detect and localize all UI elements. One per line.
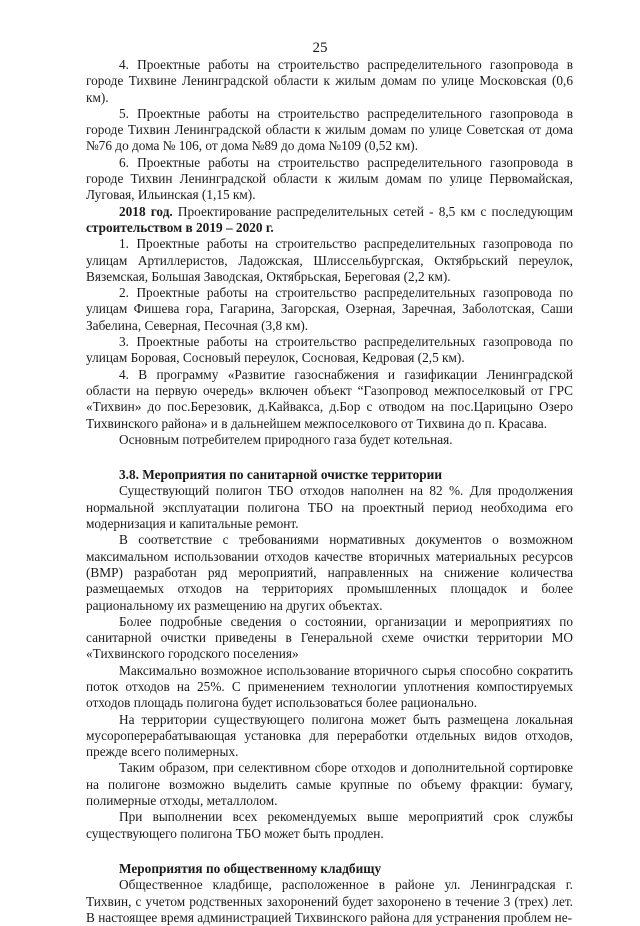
- paragraph: Более подробные сведения о состоянии, организации и мероприятиях по санитарной очистки приведены в Генеральной схеме очистки территории МО «Тихвинского городского поселения»: [86, 613, 573, 662]
- year-label: 2018 год.: [119, 203, 173, 219]
- paragraph: Существующий полигон ТБО отходов наполнен на 82 %. Для продолжения нормальной эксплуатации полигона ТБО на проектный период необходима его модернизация и капитальные ремонт.: [86, 483, 573, 532]
- paragraph: 4. Проектные работы на строительство распределительного газопровода в городе Тихвине Ленинградской области к жилым домам по улице Московская (0,6 км).: [86, 57, 573, 105]
- paragraph: 4. В программу «Развитие газоснабжения и газификации Ленинградской области на первую очередь» включен объект “Газопровод межпоселковый от ГРС «Тихвин» до пос.Березовик, д.Кайвакса, д.Бор с отводом на пос.Царицыно Озеро Тихвинского района» и в дальнейшем межпоселкового от Тихвина до п. Красава.: [86, 366, 573, 431]
- paragraph: Основным потребителем природного газа будет котельная.: [119, 431, 453, 447]
- paragraph: Таким образом, при селективном сборе отходов и дополнительной сортировке на полигоне возможно выделить самые крупные по объему фракции: бумагу, полимерные отходы, металлолом.: [86, 760, 573, 809]
- paragraph: При выполнении всех рекомендуемых выше мероприятий срок службы существующего полигона ТБО может быть продлен.: [86, 809, 573, 841]
- year-bold-tail: строительством в 2019 – 2020 г.: [86, 219, 274, 235]
- paragraph: 3. Проектные работы на строительство распределительных газопровода по улицам Боровая, Сосновый переулок, Сосновая, Кедровая (2,5 км).: [86, 334, 573, 366]
- year-2018-paragraph: [86, 204, 573, 237]
- paragraph: 6. Проектные работы на строительство распределительного газопровода в городе Тихвин Ленинградской области к жилым домам по улице Первомайская, Луговая, Ильинская (1,15 км).: [86, 154, 573, 203]
- year-text: Проектирование распределительных сетей - 8,5 км с последующим: [172, 203, 573, 219]
- page-number: 25: [312, 40, 328, 56]
- document-body: [86, 57, 573, 926]
- paragraph: Максимально возможное использование вторичного сырья способно сократить поток отходов на 25%. С применением технологии уплотнения компостируемых отходов площадь полигона будет использоваться более рационально.: [86, 662, 573, 711]
- section-heading-sanitation: 3.8. Мероприятия по санитарной очистке территории: [119, 467, 442, 483]
- paragraph: В соответствие с требованиями нормативных документов о возможном максимальном использовании отходов качестве вторичных материальных ресурсов (ВМР) разработан ряд мероприятий, направленных на снижение количества размещаемых отходов на территориях промышленных площадок и более рациональному их размещению на других объектах.: [86, 532, 573, 613]
- spacer: [86, 448, 573, 467]
- section-heading-cemetery: Мероприятия по общественному кладбищу: [119, 860, 382, 876]
- paragraph: 1. Проектные работы на строительство распределительных газопровода по улицам Артиллеристов, Ладожская, Шлиссельбургская, Октябрьский переулок, Вяземская, Большая Заводская, Октябрьская, Береговая (2,2 км).: [86, 236, 573, 284]
- paragraph: Общественное кладбище, расположенное в районе ул. Ленинградская г. Тихвин, с учетом родственных захоронений будет захоронено в течение 3 (трех) лет. В настоящее время администрацией Тихвинского района для устранения проблем не-: [86, 877, 573, 925]
- paragraph: 2. Проектные работы на строительство распределительных газопровода по улицам Фишева гора, Гагарина, Загорская, Озерная, Заречная, Заболотская, Саши Забелина, Северная, Песочная (3,8 км).: [86, 285, 573, 333]
- paragraph: 5. Проектные работы на строительство распределительного газопровода в городе Тихвин Ленинградской области к жилым домам по улице Советская от дома №76 до дома № 106, от дома №89 до дома №109 (0,52 км).: [86, 105, 573, 154]
- spacer: [86, 842, 573, 861]
- paragraph: На территории существующего полигона может быть размещена локальная мусороперерабатывающая установка для переработки отдельных видов отходов, прежде всего полимерных.: [86, 711, 573, 760]
